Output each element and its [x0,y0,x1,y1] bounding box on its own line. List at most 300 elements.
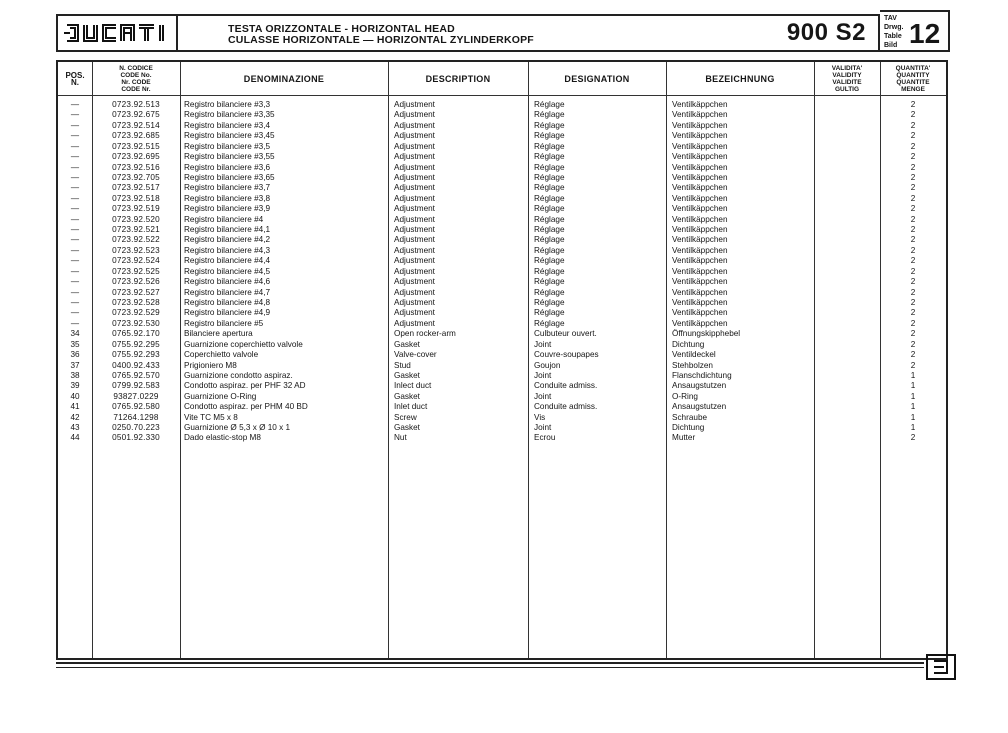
cell-pos: 42 [70,412,80,422]
cell-desc: Inlect duct [394,381,432,391]
drawing-title [228,24,534,46]
validita-header-line: VALIDITE [832,79,862,86]
cell-bez: Ventilkäppchen [672,256,728,266]
cell-qty: 1 [910,412,916,422]
cell-des: Conduite admiss. [534,381,598,391]
cell-des: Vis [534,412,546,422]
cell-den: Registro bilanciere #3,55 [184,152,275,162]
cell-den: Registro bilanciere #3,35 [184,110,275,120]
cell-pos: — [70,318,80,328]
table-row [58,173,946,183]
cell-pos: — [70,245,80,255]
column-header-code [92,64,180,94]
cell-den: Prigioniero M8 [184,360,237,370]
cell-bez: Ventilkäppchen [672,287,728,297]
cell-code: 0723.92.518 [112,193,160,203]
cell-pos: 38 [70,370,80,380]
cell-desc: Adjustment [394,100,435,109]
cell-bez: Ventilkäppchen [672,245,728,255]
cell-code: 0723.92.530 [112,318,160,328]
cell-desc: Adjustment [394,287,435,297]
cell-code: 0723.92.520 [112,214,160,224]
table-row [58,183,946,193]
cell-den: Registro bilanciere #3,9 [184,204,271,214]
cell-code: 93827.0229 [113,391,159,401]
cell-code: 0723.92.529 [112,308,160,318]
cell-desc: Gasket [394,391,420,401]
table-row [58,225,946,235]
table-row [58,423,946,433]
cell-qty: 2 [910,297,916,307]
cell-qty: 1 [910,402,916,412]
cell-desc: Adjustment [394,308,435,318]
cell-den: Registro bilanciere #3,3 [184,100,271,109]
table-row [58,402,946,412]
cell-des: Réglage [534,183,565,193]
cell-des: Réglage [534,308,565,318]
cell-bez: Ansaugstutzen [672,381,727,391]
cell-den: Registro bilanciere #3,8 [184,193,271,203]
header-box [56,14,880,52]
validita-header-line: VALIDITY [832,72,862,79]
cell-des: Réglage [534,162,565,172]
table-labels [884,14,903,50]
cell-des: Réglage [534,225,565,235]
cell-des: Joint [534,339,552,349]
column-header-pos [58,64,92,94]
cell-den: Registro bilanciere #4,4 [184,256,271,266]
cell-bez: Ventilkäppchen [672,266,728,276]
quantita-header-line: MENGE [901,86,925,93]
cell-bez: Ventilkäppchen [672,214,728,224]
cell-qty: 2 [910,120,916,130]
cell-code: 0501.92.330 [112,433,160,443]
cell-qty: 2 [910,339,916,349]
cell-code: 0723.92.522 [112,235,160,245]
cell-desc: Adjustment [394,256,435,266]
cell-qty: 2 [910,162,916,172]
cell-bez: Ansaugstutzen [672,402,727,412]
cell-pos: — [70,183,80,193]
cell-desc: Gasket [394,339,420,349]
table-row [58,131,946,141]
cell-code: 0723.92.705 [112,172,160,182]
table-row [58,267,946,277]
quantita-header-line: QUANTITE [896,79,930,86]
validita-header-line: VALIDITA' [831,65,863,72]
cell-qty: 1 [910,381,916,391]
cell-code: 0723.92.519 [112,204,160,214]
cell-des: Réglage [534,318,565,328]
cell-des: Réglage [534,110,565,120]
cell-code: 0755.92.295 [112,339,160,349]
cell-desc: Nut [394,433,407,443]
cell-desc: Inlet duct [394,402,428,412]
header-divider [58,95,946,96]
table-row [58,142,946,152]
continue-arrow-icon [926,654,956,680]
drwg-label: Drwg. [884,24,904,31]
cell-desc: Gasket [394,370,420,380]
table-row [58,246,946,256]
cell-den: Registro bilanciere #4,8 [184,297,271,307]
cell-qty: 2 [910,152,916,162]
cell-qty: 2 [910,225,916,235]
table-row [58,215,946,225]
cell-den: Registro bilanciere #4,6 [184,277,271,287]
cell-den: Registro bilanciere #4,7 [184,287,271,297]
cell-qty: 2 [910,277,916,287]
cell-des: Réglage [534,100,565,109]
cell-des: Joint [534,370,552,380]
cell-desc: Adjustment [394,225,435,235]
bild-label: Bild [884,42,898,49]
cell-code: 0765.92.570 [112,370,160,380]
table-row [58,392,946,402]
cell-den: Registro bilanciere #5 [184,318,264,328]
cell-qty: 2 [910,193,916,203]
cell-pos: 41 [70,402,80,412]
tav-label: TAV [884,15,897,22]
table-row [58,277,946,287]
cell-code: 0723.92.521 [112,225,160,235]
cell-des: Réglage [534,277,565,287]
cell-qty: 2 [910,266,916,276]
cell-bez: Ventilkäppchen [672,100,728,109]
cell-des: Réglage [534,235,565,245]
table-row [58,110,946,120]
table-row [58,163,946,173]
cell-pos: — [70,172,80,182]
cell-pos: — [70,193,80,203]
cell-des: Réglage [534,131,565,141]
cell-desc: Adjustment [394,297,435,307]
cell-pos: 43 [70,423,80,433]
cell-code: 0723.92.514 [112,120,160,130]
cell-pos: — [70,141,80,151]
cell-qty: 2 [910,256,916,266]
parts-table [56,60,948,660]
cell-den: Coperchietto valvole [184,350,259,360]
cell-code: 0765.92.170 [112,329,160,339]
footer-rule [56,667,924,668]
cell-den: Guarnizione coperchietto valvole [184,339,303,349]
column-header-description: DESCRIPTION [425,74,491,84]
cell-pos: 37 [70,360,80,370]
cell-qty: 2 [910,204,916,214]
cell-pos: — [70,120,80,130]
cell-qty: 2 [910,183,916,193]
cell-desc: Adjustment [394,172,435,182]
cell-qty: 2 [910,110,916,120]
cell-des: Goujon [534,360,561,370]
cell-qty: 1 [910,391,916,401]
cell-des: Réglage [534,172,565,182]
cell-bez: Mutter [672,433,696,443]
cell-des: Conduite admiss. [534,402,598,412]
cell-desc: Adjustment [394,141,435,151]
table-number: 12 [909,18,941,49]
cell-code: 0723.92.528 [112,297,160,307]
table-row [58,298,946,308]
cell-den: Guarnizione Ø 5,3 x Ø 10 x 1 [184,423,291,433]
cell-desc: Adjustment [394,183,435,193]
cell-des: Réglage [534,152,565,162]
cell-pos: — [70,152,80,162]
cell-desc: Adjustment [394,277,435,287]
cell-bez: Ventilkäppchen [672,277,728,287]
code-header-line: N. CODICE [119,65,153,72]
cell-qty: 1 [910,423,916,433]
brand-logo-box [58,16,178,50]
cell-des: Réglage [534,204,565,214]
cell-pos: — [70,204,80,214]
quantita-header-line: QUANTITY [896,72,930,79]
cell-desc: Adjustment [394,204,435,214]
cell-pos: — [70,214,80,224]
cell-desc: Adjustment [394,235,435,245]
table-row [58,381,946,391]
cell-bez: Ventildeckel [672,350,716,360]
cell-bez: Ventilkäppchen [672,297,728,307]
cell-den: Condotto aspiraz. per PHF 32 AD [184,381,306,391]
cell-code: 0723.92.527 [112,287,160,297]
cell-pos: 34 [70,329,80,339]
cell-den: Registro bilanciere #4,9 [184,308,271,318]
column-header-designation: DESIGNATION [564,74,630,84]
cell-code: 0723.92.526 [112,277,160,287]
code-header-line: CODE No. [120,72,152,79]
table-row [58,308,946,318]
cell-qty: 2 [910,308,916,318]
table-row [58,194,946,204]
cell-pos: — [70,287,80,297]
table-row [58,371,946,381]
table-label: Table [884,33,902,40]
table-row [58,340,946,350]
cell-den: Vite TC M5 x 8 [184,412,238,422]
cell-desc: Adjustment [394,214,435,224]
cell-desc: Adjustment [394,152,435,162]
cell-pos: — [70,308,80,318]
cell-den: Registro bilanciere #4,1 [184,225,271,235]
ducati-logo-icon [64,21,170,45]
cell-bez: Ventilkäppchen [672,318,728,328]
cell-pos: 35 [70,339,80,349]
cell-bez: Ventilkäppchen [672,183,728,193]
cell-code: 0799.92.583 [112,381,160,391]
cell-pos: — [70,297,80,307]
cell-des: Réglage [534,245,565,255]
column-header-validita [814,64,880,94]
cell-code: 0723.92.523 [112,245,160,255]
table-row [58,319,946,329]
cell-bez: Ventilkäppchen [672,162,728,172]
cell-pos: — [70,100,80,109]
pos-header-line: POS. [65,71,85,80]
cell-code: 0723.92.695 [112,152,160,162]
cell-code: 0250.70.223 [112,423,160,433]
cell-code: 0723.92.675 [112,110,160,120]
cell-qty: 2 [910,287,916,297]
cell-bez: Öffnungskipphebel [672,329,741,339]
footer-rule [56,662,924,664]
cell-bez: Ventilkäppchen [672,235,728,245]
column-header-quantita [880,64,946,94]
cell-desc: Gasket [394,423,420,433]
table-row [58,235,946,245]
cell-bez: O-Ring [672,391,698,401]
cell-desc: Stud [394,360,411,370]
cell-code: 0723.92.525 [112,266,160,276]
cell-desc: Adjustment [394,193,435,203]
cell-code: 0400.92.433 [112,360,160,370]
cell-qty: 2 [910,100,916,109]
cell-bez: Dichtung [672,423,705,433]
cell-den: Guarnizione condotto aspiraz. [184,370,293,380]
cell-qty: 2 [910,433,916,443]
cell-code: 0723.92.517 [112,183,160,193]
column-header-bezeichnung: BEZEICHNUNG [705,74,775,84]
cell-den: Registro bilanciere #4,2 [184,235,271,245]
cell-desc: Screw [394,412,417,422]
cell-bez: Ventilkäppchen [672,193,728,203]
cell-code: 71264.1298 [113,412,159,422]
cell-bez: Ventilkäppchen [672,120,728,130]
cell-den: Registro bilanciere #3,7 [184,183,271,193]
cell-des: Réglage [534,214,565,224]
cell-des: Réglage [534,193,565,203]
table-number-box [880,10,950,52]
cell-bez: Dichtung [672,339,705,349]
cell-qty: 1 [910,370,916,380]
cell-code: 0723.92.685 [112,131,160,141]
cell-pos: — [70,131,80,141]
cell-des: Réglage [534,297,565,307]
cell-bez: Ventilkäppchen [672,308,728,318]
cell-des: Joint [534,423,552,433]
title-line-1: TESTA ORIZZONTALE - HORIZONTAL HEAD [228,23,455,35]
cell-des: Ecrou [534,433,556,443]
table-row [58,288,946,298]
cell-des: Réglage [534,141,565,151]
cell-qty: 2 [910,141,916,151]
cell-desc: Adjustment [394,318,435,328]
cell-pos: 36 [70,350,80,360]
code-header-line: Nr. CODE [121,79,151,86]
cell-qty: 2 [910,131,916,141]
cell-den: Registro bilanciere #3,5 [184,141,271,151]
cell-bez: Ventilkäppchen [672,204,728,214]
cell-den: Condotto aspiraz. per PHM 40 BD [184,402,308,412]
cell-pos: — [70,225,80,235]
column-header-denominazione: DENOMINAZIONE [243,74,325,84]
cell-bez: Stehbolzen [672,360,713,370]
table-row [58,100,946,110]
cell-pos: — [70,110,80,120]
table-row [58,121,946,131]
cell-pos: — [70,162,80,172]
table-row [58,256,946,266]
cell-code: 0723.92.524 [112,256,160,266]
cell-desc: Valve-cover [394,350,437,360]
cell-den: Registro bilanciere #4,3 [184,245,271,255]
cell-pos: — [70,266,80,276]
cell-pos: — [70,256,80,266]
cell-qty: 2 [910,350,916,360]
cell-desc: Adjustment [394,120,435,130]
cell-desc: Open rocker-arm [394,329,456,339]
cell-qty: 2 [910,245,916,255]
cell-des: Joint [534,391,552,401]
cell-den: Registro bilanciere #3,65 [184,172,275,182]
cell-den: Registro bilanciere #3,4 [184,120,271,130]
model-name: 900 S2 [786,19,866,46]
cell-des: Réglage [534,287,565,297]
cell-des: Réglage [534,256,565,266]
cell-desc: Adjustment [394,162,435,172]
cell-den: Registro bilanciere #3,6 [184,162,271,172]
cell-des: Couvre-soupapes [534,350,599,360]
table-row [58,350,946,360]
cell-pos: — [70,235,80,245]
table-row [58,361,946,371]
code-header-line: CODE Nr. [121,86,151,93]
cell-qty: 2 [910,329,916,339]
cell-bez: Ventilkäppchen [672,141,728,151]
cell-bez: Ventilkäppchen [672,152,728,162]
cell-den: Registro bilanciere #3,45 [184,131,275,141]
cell-bez: Flanschdichtung [672,370,732,380]
table-row [58,433,946,443]
cell-bez: Ventilkäppchen [672,172,728,182]
cell-den: Bilanciere apertura [184,329,253,339]
cell-code: 0765.92.580 [112,402,160,412]
validita-header-line: GULTIG [834,86,860,93]
cell-desc: Adjustment [394,131,435,141]
cell-desc: Adjustment [394,245,435,255]
cell-den: Registro bilanciere #4,5 [184,266,271,276]
cell-qty: 2 [910,360,916,370]
cell-bez: Ventilkäppchen [672,110,728,120]
cell-qty: 2 [910,214,916,224]
title-line-2: CULASSE HORIZONTALE — HORIZONTAL ZYLINDERKOPF [228,34,534,46]
table-row [58,329,946,339]
cell-desc: Adjustment [394,266,435,276]
quantita-header-line: QUANTITA' [895,65,931,72]
cell-bez: Schraube [672,412,708,422]
cell-bez: Ventilkäppchen [672,131,728,141]
table-row [58,413,946,423]
cell-des: Réglage [534,120,565,130]
cell-code: 0755.92.293 [112,350,160,360]
cell-des: Culbuteur ouvert. [534,329,597,339]
table-row [58,152,946,162]
cell-qty: 2 [910,318,916,328]
table-row [58,204,946,214]
cell-desc: Adjustment [394,110,435,120]
cell-des: Réglage [534,266,565,276]
cell-pos: 44 [70,433,80,443]
cell-code: 0723.92.516 [112,162,160,172]
cell-pos: 39 [70,381,80,391]
cell-den: Dado elastic-stop M8 [184,433,261,443]
pos-header-line: N. [71,78,79,87]
cell-qty: 2 [910,235,916,245]
cell-bez: Ventilkäppchen [672,225,728,235]
cell-pos: 40 [70,391,80,401]
cell-code: 0723.92.515 [112,141,160,151]
